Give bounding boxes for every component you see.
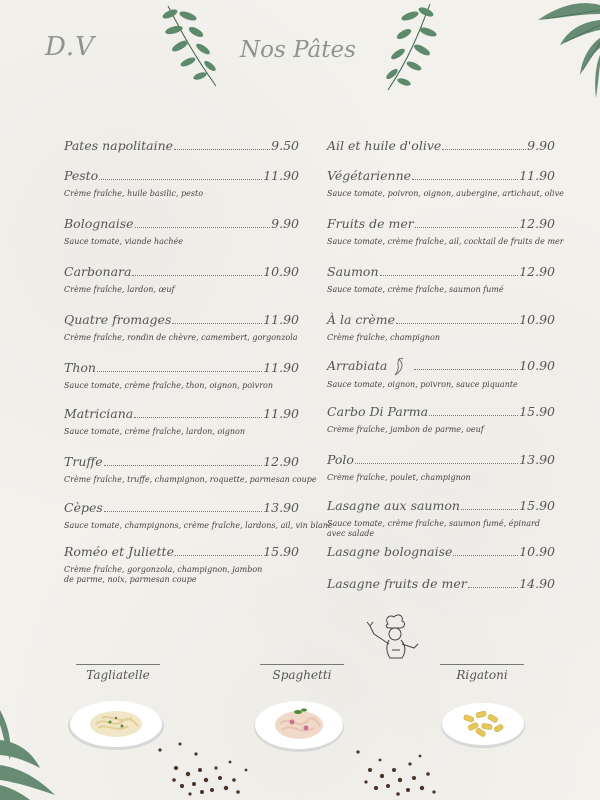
divider — [260, 664, 344, 665]
eucalyptus-branch-icon — [158, 4, 224, 90]
palm-leaf-icon — [530, 0, 600, 100]
menu-item — [327, 498, 555, 539]
item-name: Truffe — [64, 454, 103, 469]
spaghetti-plate-image — [252, 696, 346, 754]
divider — [440, 664, 524, 665]
item-description: Sauce tomate, crème fraîche, saumon fumé, épinard avec salade — [327, 519, 540, 538]
item-description: Sauce tomate, crème fraîche, lardon, oignon — [64, 427, 245, 436]
menu-item — [64, 138, 299, 153]
item-description: Sauce tomate, crème fraîche, ail, cocktail de fruits de mer — [327, 237, 564, 246]
item-name: Quatre fromages — [64, 312, 172, 327]
item-price: 13.90 — [263, 500, 299, 515]
item-name: Bolognaise — [64, 216, 134, 231]
item-price: 15.90 — [519, 498, 555, 513]
item-price: 9.50 — [271, 138, 299, 153]
pasta-label-rigatoni: Rigatoni — [456, 668, 508, 682]
menu-item — [64, 500, 333, 531]
item-name: Carbo Di Parma — [327, 404, 429, 419]
item-price: 13.90 — [519, 452, 555, 467]
item-name: Végétarienne — [327, 168, 412, 183]
menu-item — [327, 358, 555, 390]
item-price: 10.90 — [519, 544, 555, 559]
item-price: 12.90 — [263, 454, 299, 469]
item-description: Crème fraîche, lardon, œuf — [64, 285, 175, 294]
menu-item — [327, 312, 555, 343]
item-name: Roméo et Juliette — [64, 544, 174, 559]
item-name: Lasagne bolognaise — [327, 544, 453, 559]
item-description: Crème fraîche, champignon — [327, 333, 441, 342]
item-price: 12.90 — [519, 216, 555, 231]
page-title: Nos Pâtes — [240, 37, 356, 63]
peppercorn-icon — [350, 740, 450, 798]
menu-item — [327, 168, 564, 199]
item-price: 14.90 — [519, 576, 555, 591]
palm-leaf-icon — [0, 700, 70, 800]
item-price: 10.90 — [263, 264, 299, 279]
item-description: Crème fraîche, truffe, champignon, roquette, parmesan coupe — [64, 475, 317, 484]
item-price: 9.90 — [527, 138, 555, 153]
peppercorn-icon — [150, 740, 260, 798]
item-name: Thon — [64, 360, 96, 375]
chili-pepper-icon — [393, 358, 407, 376]
item-description: Sauce tomate, crème fraîche, thon, oignon, poivron — [64, 381, 273, 390]
pasta-label-tagliatelle: Tagliatelle — [86, 668, 150, 682]
item-name: Lasagne aux saumon — [327, 498, 460, 513]
item-price: 10.90 — [519, 358, 555, 373]
item-description: Crème fraîche, jambon de parme, oeuf — [327, 425, 484, 434]
item-description: Crème fraîche, poulet, champignon — [327, 473, 471, 482]
item-name: Polo — [327, 452, 354, 467]
brand-logo: D.V — [45, 32, 95, 62]
menu-item — [327, 544, 555, 559]
menu-item — [64, 168, 299, 199]
item-name: Matriciana — [64, 406, 134, 421]
item-price: 11.90 — [263, 360, 299, 375]
item-name: Cèpes — [64, 500, 103, 515]
menu-item — [64, 544, 299, 585]
pasta-label-spaghetti: Spaghetti — [272, 668, 332, 682]
item-name: Arrabiata — [327, 358, 388, 373]
menu-item — [327, 138, 555, 153]
menu-item — [64, 312, 299, 343]
item-name: À la crème — [327, 312, 396, 327]
item-price: 15.90 — [263, 544, 299, 559]
item-price: 9.90 — [271, 216, 299, 231]
item-name: Pesto — [64, 168, 99, 183]
menu-item — [64, 264, 299, 295]
item-name: Ail et huile d'olive — [327, 138, 442, 153]
menu-item — [327, 576, 555, 591]
menu-item — [327, 404, 555, 435]
eucalyptus-branch-icon — [380, 2, 442, 92]
chef-icon — [364, 612, 424, 662]
item-price: 11.90 — [263, 168, 299, 183]
menu-item — [64, 360, 299, 391]
item-price: 10.90 — [519, 312, 555, 327]
item-description: Crème fraîche, rondin de chèvre, camembert, gorgonzola — [64, 333, 298, 342]
item-name: Saumon — [327, 264, 379, 279]
item-price: 11.90 — [263, 312, 299, 327]
item-description: Sauce tomate, viande hachée — [64, 237, 184, 246]
item-price: 15.90 — [519, 404, 555, 419]
item-description: Sauce tomate, champignons, crème fraîche, lardons, ail, vin blanc — [64, 521, 333, 530]
menu-item — [327, 216, 564, 247]
menu-item — [327, 264, 555, 295]
item-description: Crème fraîche, gorgonzola, champignon, jambon de parme, noix, parmesan coupe — [64, 565, 263, 584]
item-description: Crème fraîche, huile basilic, pesto — [64, 189, 204, 198]
rigatoni-plate-image — [440, 698, 526, 750]
menu-item — [327, 452, 555, 483]
item-description: Sauce tomate, poivron, oignon, aubergine, artichaut, olive — [327, 189, 564, 198]
item-name: Pates napolitaine — [64, 138, 174, 153]
divider — [76, 664, 160, 665]
item-price: 12.90 — [519, 264, 555, 279]
item-description: Sauce tomate, crème fraîche, saumon fumé — [327, 285, 504, 294]
menu-item — [64, 216, 299, 247]
item-name: Fruits de mer — [327, 216, 414, 231]
item-name: Carbonara — [64, 264, 132, 279]
item-name: Lasagne fruits de mer — [327, 576, 467, 591]
menu-item — [64, 406, 299, 437]
item-description: Sauce tomate, oignon, poivron, sauce piquante — [327, 380, 518, 389]
item-price: 11.90 — [519, 168, 555, 183]
menu-item — [64, 454, 317, 485]
item-price: 11.90 — [263, 406, 299, 421]
